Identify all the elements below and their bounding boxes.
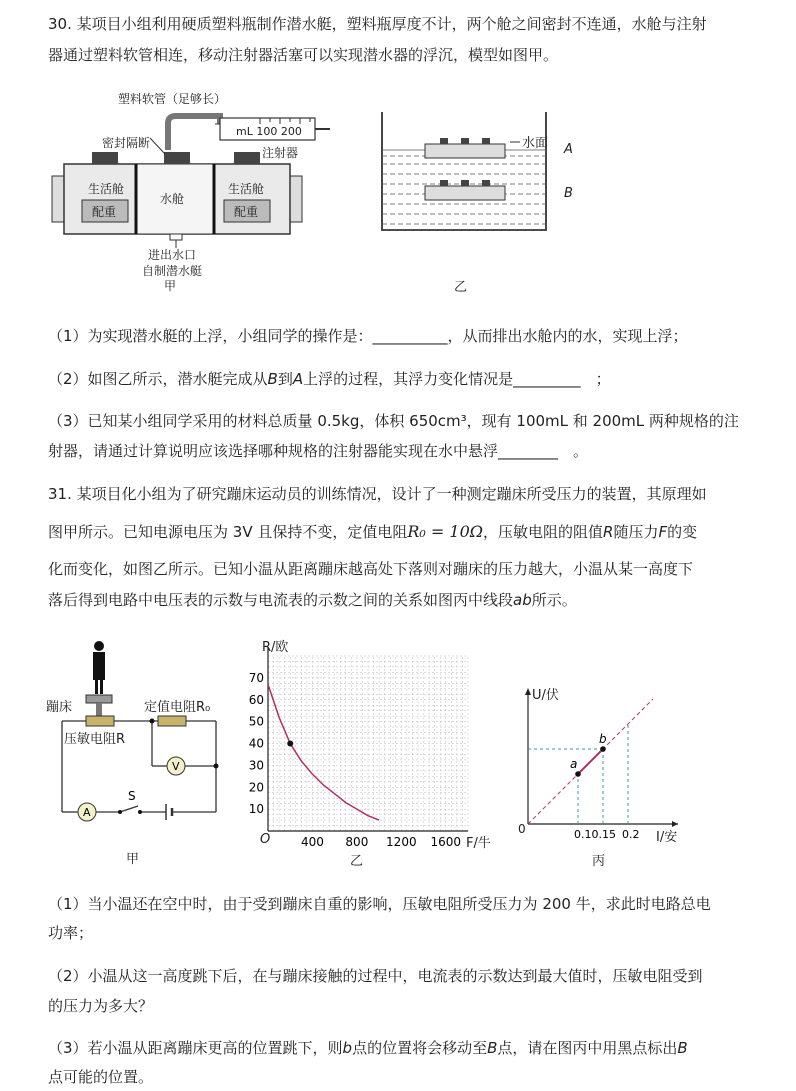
graph-ui-origin: 0 [518,822,526,836]
trampoline-label: 蹦床 [46,700,73,715]
person-body [93,652,105,680]
point-b [600,746,606,752]
graph-ui-xlabel: I/安 [656,830,678,845]
y-tick-label: 50 [248,714,264,729]
water-cabin-label: 水舱 [160,192,185,206]
graph-u-i-svg [508,684,688,844]
graph-r-f-svg [238,636,508,846]
q30-line2: 器通过塑料软管相连，移动注射器活塞可以实现潜水器的浮沉，模型如图甲。 [48,46,559,64]
tank-wall [382,112,549,230]
q31-line3: 化而变化，如图乙所示。已知小温从距离蹦床越高处下落则对蹦床的压力越大，小温从某一高度下 [48,560,694,578]
submarine-at-a [425,138,505,158]
graph-ui-ylabel: U/伏 [532,688,559,703]
cap-middle [164,152,190,164]
q30-sub3b: 射器，请通过计算说明应该选择哪种规格的注射器能实现在水中悬浮________ 。 [48,442,589,460]
y-tick-label: 10 [248,802,264,817]
graph-u-i [508,684,688,874]
y-tick-label: 40 [248,736,264,751]
syringe-scale-label: mL 100 200 [236,125,302,138]
graph-r-origin: O [260,832,271,847]
q31-line1: 31. 某项目化小组为了研究蹦床运动员的训练情况，设计了一种测定蹦床所受压力的装置，其原理如 [48,485,707,503]
q31-sub3b: 点可能的位置。 [48,1068,154,1086]
x-tick-label: 800 [345,835,369,846]
sensor-resistor [86,716,114,726]
trampoline [86,695,112,703]
port-label: 进出水口 [148,248,197,262]
segment-ab [578,749,603,774]
q31-sub2a: （2）小温从这一高度跳下后，在与蹦床接触的过程中，电流表的示数达到最大值时，压敏电阻受到 [48,967,703,985]
x-tick-label: 1600 [430,835,462,846]
q30-line1: 30. 某项目小组利用硬质塑料瓶制作潜水艇，塑料瓶厚度不计，两个舱之间密封不连通，水舱与注射 [48,15,707,33]
q31-line4: 落后得到电路中电压表的示数与电流表的示数之间的关系如图丙中线段ab所示。 [48,591,577,609]
cabin-left-label: 生活舱 [88,182,125,196]
person-head [94,641,104,651]
graph-r-f [238,636,508,876]
y-tick-label: 20 [248,780,264,795]
r-f-curve [268,684,379,820]
x-tick-label: 400 [300,835,324,846]
point-label: b [599,732,607,746]
water-port [170,234,182,240]
sensor-label: 压敏电阻R [64,732,126,747]
switch-label: S [128,789,136,803]
submarine-name: 自制潜水艇 [142,264,203,278]
q30-sub2: （2）如图乙所示，潜水艇完成从B到A上浮的过程，其浮力变化情况是_________ ； [48,370,611,388]
seal-label: 密封隔断 [102,136,151,150]
point-a [575,771,581,777]
voltmeter-symbol: V [172,760,180,773]
figure-caption-graph-r: 乙 [350,854,364,869]
point-label: a [570,757,578,771]
weight-left-label: 配重 [92,205,117,219]
figure-caption-a: 甲 [164,279,177,293]
graph-r-xlabel: F/牛 [466,836,491,851]
fixed-resistor-label: 定值电阻R₀ [144,700,211,715]
plastic-tube [168,116,220,150]
y-tick-label: 70 [248,670,264,685]
tank-figure [380,112,590,295]
cap-right [234,152,260,164]
position-a-label: A [564,142,573,157]
tube-label: 塑料软管（足够长） [118,92,227,106]
q31-sub1b: 功率； [48,924,94,942]
figure-caption-graph-ui: 丙 [592,854,606,869]
submarine-figure [40,88,330,293]
x-tick-label: 0.10.15 [574,828,616,841]
figure-caption-b: 乙 [454,280,468,295]
syringe-label: 注射器 [262,146,299,160]
q31-sub3a: （3）若小温从距离蹦床更高的位置跳下，则b点的位置将会移动至B点，请在图丙中用黑点标出B [48,1039,688,1057]
fixed-resistor [158,716,186,726]
submarine-at-b [425,180,505,200]
x-tick-label: 1200 [386,835,417,846]
y-tick-label: 30 [248,758,264,773]
y-axis-arrow [525,688,531,695]
q31-sub1a: （1）当小温还在空中时，由于受到蹦床自重的影响，压敏电阻所受压力为 200 牛，求此时电路总电 [48,895,711,913]
q30-sub1: （1）为实现潜水艇的上浮，小组同学的操作是：__________，从而排出水舱内的水，实现上浮； [48,327,688,345]
q31-sub2b: 的压力为多大？ [48,997,154,1015]
water-surface-label: 水面 [522,136,549,151]
position-b-label: B [564,186,573,201]
y-tick-label: 60 [248,692,264,707]
circuit-figure [48,640,228,870]
cap-left [92,152,118,164]
tank-drawing [380,112,590,242]
x-tick-label: 0.2 [622,828,640,841]
q30-sub3a: （3）已知某小组同学采用的材料总质量 0.5kg，体积 650cm³，现有 100mL 和 200mL 两种规格的注 [48,412,739,430]
graph-r-ylabel: R/欧 [262,640,289,655]
marked-point [287,741,293,747]
figure-caption-circuit: 甲 [126,852,140,867]
ammeter-symbol: A [83,806,91,819]
weight-right-label: 配重 [234,205,259,219]
cabin-right-label: 生活舱 [228,182,265,196]
q31-line2: 图甲所示。已知电源电压为 3V 且保持不变，定值电阻R₀ = 10Ω，压敏电阻的阻值R随压力F的变 [48,522,698,541]
